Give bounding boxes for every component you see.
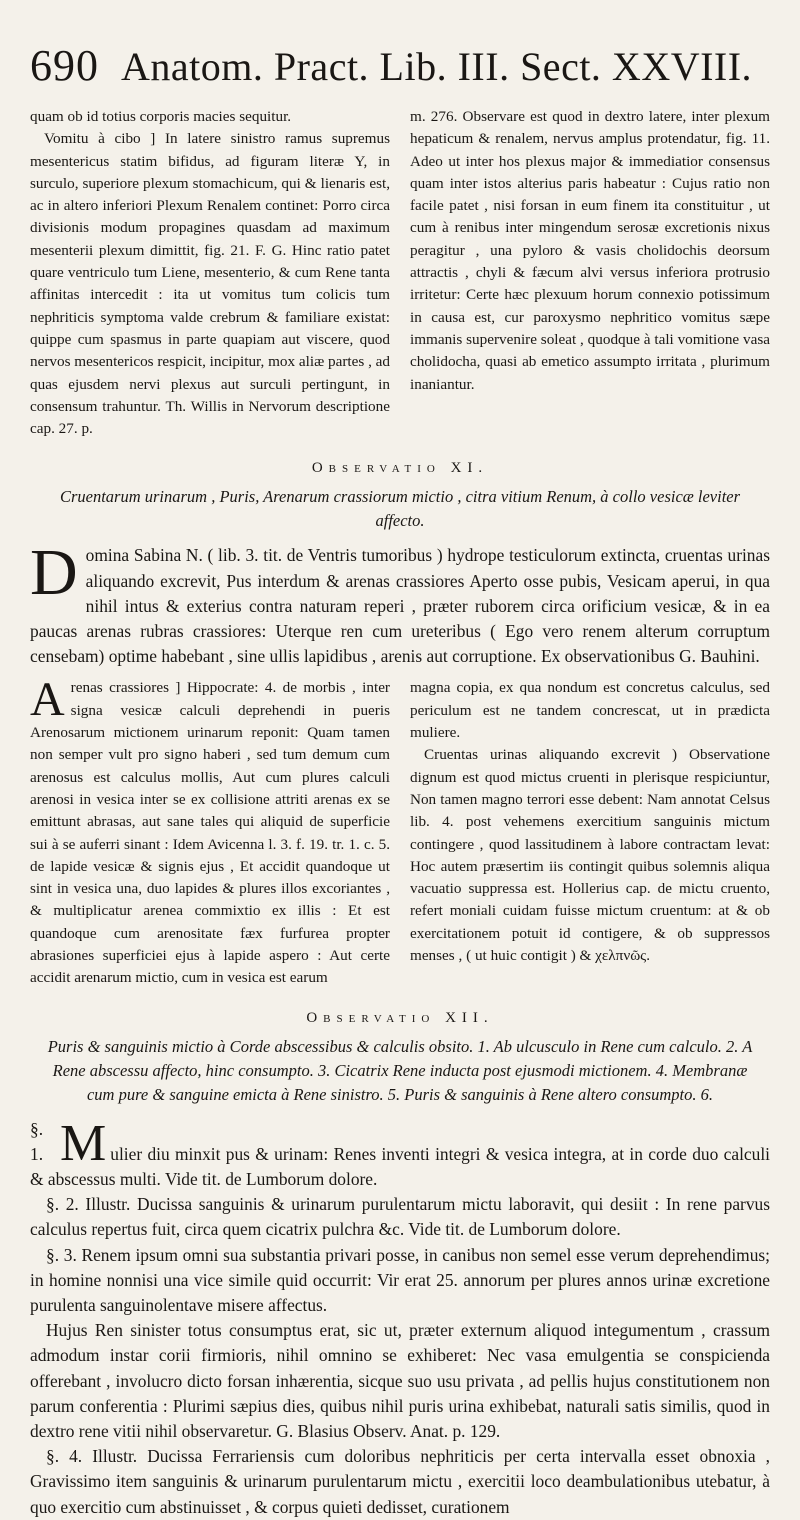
observation-11-commentary — [30, 673, 770, 989]
section-1 — [30, 1114, 770, 1193]
section-2: §. 2. Illustr. Ducissa sanguinis & urinarum purulentarum mictu laboravit, qui desiit : In rene parvus calculus repertus fuit, circa quem cicatrix pulchra &c. Vide tit. de Lumborum dolore. — [30, 1194, 770, 1240]
observation-11-title: Cruentarum urinarum , Puris, Arenarum crassiorum mictio , citra vitium Renum, à collo vesicæ leviter affecto. — [59, 487, 741, 531]
commentary-left-text: renas crassiores ] Hippocrate: 4. de morbis , inter signa vesicæ calculi deprehendi in pueris Arenosarum mictionem urinarum reponit: Quam tamen non semper vult pro signo haberi , sed tum demum cum arenosus est calculus mollis, Aut cum plures calculi arenosi in vesica inter se ex collisione attriti arenas ex se emittunt abrasas, aut sane tales qui aliquid de superficie sui à se auferri sinant : Idem Avicenna l. 3. f. 19. tr. 1. c. 5. de lapide vesicæ & signis ejus , Et accidit quandoque ut sint in vesica una, duo lapides & plures illos excoriantes , & multiplicatur arenea commixtio ex illis : Et est quandoque cum arenositate fæx furfurea propter abrasiones superficiei ejus à lapide aspero : Aut certe accidit arenarum mictio, cum in vesica est earum — [30, 679, 390, 987]
observation-12-heading: Observatio XII. — [306, 1009, 494, 1026]
left-para-2: Vomitu à cibo ] In latere sinistro ramus supremus mesentericus statim bifidus, ad figuram literæ Y, in surculo, superiore plexum stomachicum, qui & lienaris est, ac in altero inferiori Plexum Renalem continet: Porro circa divisionis modum propagines quasdam ad maximum mesenterii plexum dimittit, fig. 21. F. G. Hinc ratio patet quare ventriculo tum Liene, mesenterio, & cum Rene tanta affinitas intercedit : ita ut vomitus tum colicis tum nephriticis symptoma valde crebrum & familiare existat: quippe cum spasmus in parte quapiam aut viscere, quod nervos mesentericos respicit, incipitur, mox aliæ partes , ad quas ejusdem nervi plexus aut surculi pertingunt, in consensum trahuntur. Th. Willis in Nervorum descriptione cap. 27. p. — [30, 130, 390, 438]
top-two-columns — [30, 106, 770, 440]
dropcap-a: A — [30, 673, 65, 727]
observation-11-heading: Observatio XI. — [311, 460, 489, 477]
left-column — [30, 106, 390, 440]
commentary-left-column — [30, 673, 390, 989]
section-3: §. 3. Renem ipsum omni sua substantia privari posse, in canibus non semel esse verum deprehendimus; in homine nonnisi una vice simile quid occurrit: Vir erat 25. annorum per plures annos urinæ excretione purulenta sanguinolentave misere affectus. — [30, 1244, 770, 1316]
left-para-1: quam ob id totius corporis macies sequitur. — [30, 108, 292, 125]
commentary-right-column — [410, 677, 770, 989]
section-1-mark: §. 1. — [30, 1118, 44, 1164]
observation-11-body — [30, 536, 770, 669]
section-4: §. 4. Illustr. Ducissa Ferrariensis cum doloribus nephriticis per certa intervalla esset obnoxia , Gravissimo item sanguinis & urinarum purulentarum mictu , exercitii loco deambulationibus utebatur, à quo exercitio cum abstinuisset , & corpus quieti dedisset, curationem — [30, 1446, 770, 1517]
observation-12-body — [30, 1114, 770, 1520]
section-3-continued: Hujus Ren sinister totus consumptus erat, sic ut, præter externum aliquod integumentum , crassum admodum instar corii firmioris, nihil omnino se exhiberet: Nec vasa emulgentia se conspicienda offerebant , involucro dicto forsan inhærentia, sicque suo usu privata , ad pellis hujus constitutionem non parum conferentia : Plurimi sæpius dies, quibus nihil puris urina exhibebat, naturali satis similis, quod in dextro rene vitii nihil observaretur. G. Blasius Observ. Anat. p. 129. — [30, 1320, 770, 1442]
dropcap-d: D — [30, 536, 78, 610]
running-header — [30, 40, 770, 106]
observation-12-title: Puris & sanguinis mictio à Corde abscessibus & calculis obsito. 1. Ab ulcusculo in Rene cum calculo. 2. A Rene abscessu affecto, hinc consumpto. 3. Cicatrix Rene inducta post ejusmodi mictionem. 4. Membranæ cum pure & sanguine emicta à Rene sinistro. 5. Puris & sanguinis à Rene altero consumpto. 6. — [47, 1036, 753, 1104]
right-column — [410, 106, 770, 440]
section-1-text: ulier diu minxit pus & urinam: Renes inventi integri & vesica integra, at in corde duo calculi & abscessus multi. Vide tit. de Lumborum dolore. — [30, 1143, 770, 1190]
running-head-title: Anatom. Pract. Lib. III. Sect. XXVIII. — [121, 44, 753, 89]
commentary-right-para-2: Cruentas urinas aliquando excrevit ) Observatione dignum est quod mictus cruenti in plerisque respiciuntur, Non tamen magno terrori esse debent: Nam annotat Celsus lib. 4. post vehemens exercitium sanguinis mictum contingere , quod lassitudinem à labore contractam levat: Hoc autem præsertim iis contingit quibus solemnis aliqua vacuatio suppressa est. Hollerius cap. de mictu cruento, refert moniali cuidam fuisse mictum cruentum: at & ob exercitationem potuit id contigere, & ob suppressos menses , ( ut huic contigit ) & χελπνῶς. — [410, 746, 770, 965]
dropcap-m: M — [60, 1114, 107, 1172]
commentary-right-para-1: magna copia, ex qua nondum est concretus calculus, sed periculum est ne tandem concrescat, ut in prædicta muliere. — [410, 679, 770, 742]
page-number: 690 — [30, 41, 99, 90]
right-para-1: m. 276. Observare est quod in dextro latere, inter plexum hepaticum & renalem, nervus amplus protendatur, fig. 11. Adeo ut inter hos plexus major & immediatior consensus quam inter istos alterius paris habeatur : Cujus ratio non facile patet , nisi forsan in eum finem ita constituitur , ut cum à renibus inter mingendum serosæ excretionis nixus peragitur , una pyloro & vasis cholidochis deorsum attractis , chyli & fæcum alvi versus inferiora protrusio irritetur: Certe hæc plexuum horum connexio potissimum in causa est, cur paroxysmo nephritico vomitus sæpe immanis supervenire soleat , quodque à tali vomitione vasa cholidocha, quasi ab emetico assumpto irritata , plurimum inaniantur. — [410, 108, 770, 393]
observation-11-text: omina Sabina N. ( lib. 3. tit. de Ventris tumoribus ) hydrope testiculorum extincta, cruentas urinas aliquando excrevit, Pus interdum & arenas crassiores Aperto osse pubis, Vesicam aperui, in qua nihil intus & exterius contra naturam reperi , præter ruborem circa orificium vesicæ, & in ea paucas arenas rubras crassiores: Uterque ren cum ureteribus ( Ego vero renem alterum corruptum censebam) optime habebant , sine ullis lapidibus , arenis aut corruptione. Ex observationibus G. Bauhini. — [30, 545, 770, 667]
